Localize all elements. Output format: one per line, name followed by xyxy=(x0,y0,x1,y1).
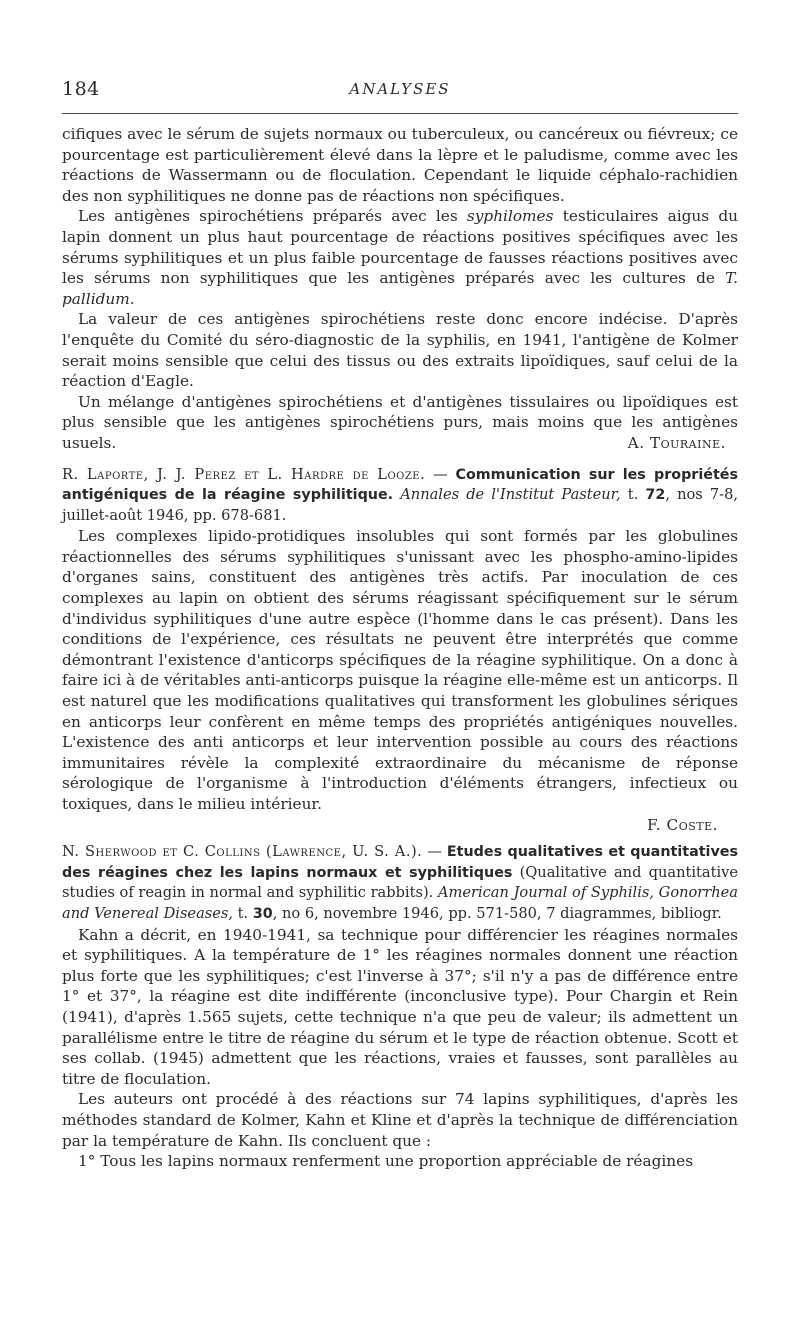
article2-title: Communication sur les propriétés antigéniques de la réagine syphilitique. xyxy=(62,466,738,504)
article2-dash: — xyxy=(425,465,456,483)
article1-paragraph-4 xyxy=(62,392,738,454)
article2-signature: F. Coste. xyxy=(647,815,718,834)
page-number: 184 xyxy=(62,78,100,100)
article3-vol-prefix: t. xyxy=(233,904,253,922)
article2-authors: R. Laporte, J. J. Perez et L. Hardre de Looze. xyxy=(62,465,426,483)
spacer xyxy=(62,454,738,458)
article1-paragraph-4-text: Un mélange d'antigènes spirochétiens et d'antigènes tissulaires ou lipoïdiques est plus sensible que les antigènes spirochétiens purs, mais moins que les antigènes usuels. xyxy=(62,392,738,452)
article2-issue: , nos 7-8, juillet-août 1946, pp. 678-681. xyxy=(62,486,739,524)
article3-translation: (Qualitative and quantitative studies of reagin in normal and syphilitic rabbits). xyxy=(62,863,739,902)
article1-paragraph-2-text-a: Les antigènes spirochétiens préparés avec les xyxy=(78,207,467,226)
article2-vol-prefix: t. xyxy=(620,486,646,504)
term-syphilomes: syphilomes xyxy=(466,207,554,226)
article2-journal: Annales de l'Institut Pasteur, xyxy=(400,486,621,504)
article3-journal: American Journal of Syphilis, Gonorrhea and Venereal Diseases, xyxy=(62,884,738,922)
article3-volume: 30 xyxy=(252,905,273,922)
article1-signature: A. Touraine. xyxy=(627,433,726,452)
term-pallidum: T. pallidum. xyxy=(62,269,738,308)
article3-issue: , no 6, novembre 1946, pp. 571-580, 7 diagrammes, bibliogr. xyxy=(272,904,722,922)
article2-volume: 72 xyxy=(645,487,666,504)
article1-paragraph-1: cifiques avec le sérum de sujets normaux ou tuberculeux, ou cancéreux ou fiévreux; ce pourcentage est particulièrement élevé dans la lèpre et le paludisme, comme avec les réactions de Wassermann ou de floculation. Cependant le liquide céphalo-rachidien des non syphilitiques ne donne pas de réactions non spécifiques. xyxy=(62,125,738,205)
article3-citation xyxy=(62,842,738,924)
article1-paragraph-2 xyxy=(62,206,738,309)
article3-authors: N. Sherwood et C. Collins (Lawrence, U. S. A.). xyxy=(62,843,423,861)
article2-citation xyxy=(62,465,738,527)
article3-title: Etudes qualitatives et quantitatives des réagines chez les lapins normaux et syphilitiques xyxy=(62,844,738,881)
article1-paragraph-2-text-b: testiculaires aigus du lapin donnent un plus haut pourcentage de réactions positives spécifiques avec les sérums syphilitiques et un plus faible pourcentage de fausses réactions positives avec les sérums non syphilitiques que les antigènes préparés avec les cultures de xyxy=(62,207,738,288)
article1-paragraph-3: La valeur de ces antigènes spirochétiens reste donc encore indécise. D'après l'enquête du Comité du séro-diagnostic de la syphilis, en 1941, l'antigène de Kolmer serait moins sensible que celui des tissus ou des extraits lipoïdiques, sauf celui de la réaction d'Eagle. xyxy=(62,310,738,391)
running-head: ANALYSES xyxy=(349,80,451,98)
article3-dash: — xyxy=(422,843,447,861)
header-rule xyxy=(62,113,738,114)
article3-paragraph-1: Kahn a décrit, en 1940-1941, sa technique pour différencier les réagines normales et syphilitiques. A la température de 1° les réagines normales donnent une réaction plus forte que les syphilitiques; c'est l'inverse à 37°; s'il n'y a pas de différence entre 1° et 37°, la réagine est dite indifférente (inconclusive type). Pour Chargin et Rein (1941), d'après 1.565 sujets, cette technique n'a que peu de valeur; ils admettent un parallélisme entre le titre de réagine du sérum et le type de réaction obtenue. Scott et ses collab. (1945) admettent que les réactions, vraies et fausses, sont parallèles au titre de floculation. xyxy=(62,925,738,1088)
page-body xyxy=(62,124,738,1172)
page-header xyxy=(62,78,738,106)
article3-paragraph-2: Les auteurs ont procédé à des réactions sur 74 lapins syphilitiques, d'après les méthodes standard de Kolmer, Kahn et Kline et d'après la technique de différenciation par la température de Kahn. Ils concluent que : xyxy=(62,1090,738,1150)
article3-paragraph-3: 1° Tous les lapins normaux renferment une proportion appréciable de réagines xyxy=(78,1152,694,1171)
article2-body: Les complexes lipido-protidiques insolubles qui sont formés par les globulines réactionnelles des sérums syphilitiques s'unissant avec les phospho-amino-lipides d'organes sains, constituent des antigènes très actifs. Par inoculation de ces complexes au lapin on obtient des sérums réagissant spécifiquement sur le sérum d'individus syphilitiques d'une autre espèce (l'homme dans le cas présent). Dans les conditions de l'expérience, ces résultats ne peuvent être interprétés que comme démontrant l'existence d'anticorps spécifiques de la réagine syphilitique. On a donc à faire ici à de véritables anti-anticorps puisque la réagine elle-même est un anticorps. Il est naturel que les modifications qualitatives qui transforment les globulines sériques en anticorps leur confèrent en même temps des propriétés antigéniques nouvelles. L'existence des anti anticorps et leur intervention possible au cours des réactions immunitaires révèle la complexité extraordinaire du mécanisme de réponse sérologique de l'organisme à l'introduction d'éléments étrangers, infectieux ou toxiques, dans le milieu intérieur. xyxy=(62,527,738,813)
